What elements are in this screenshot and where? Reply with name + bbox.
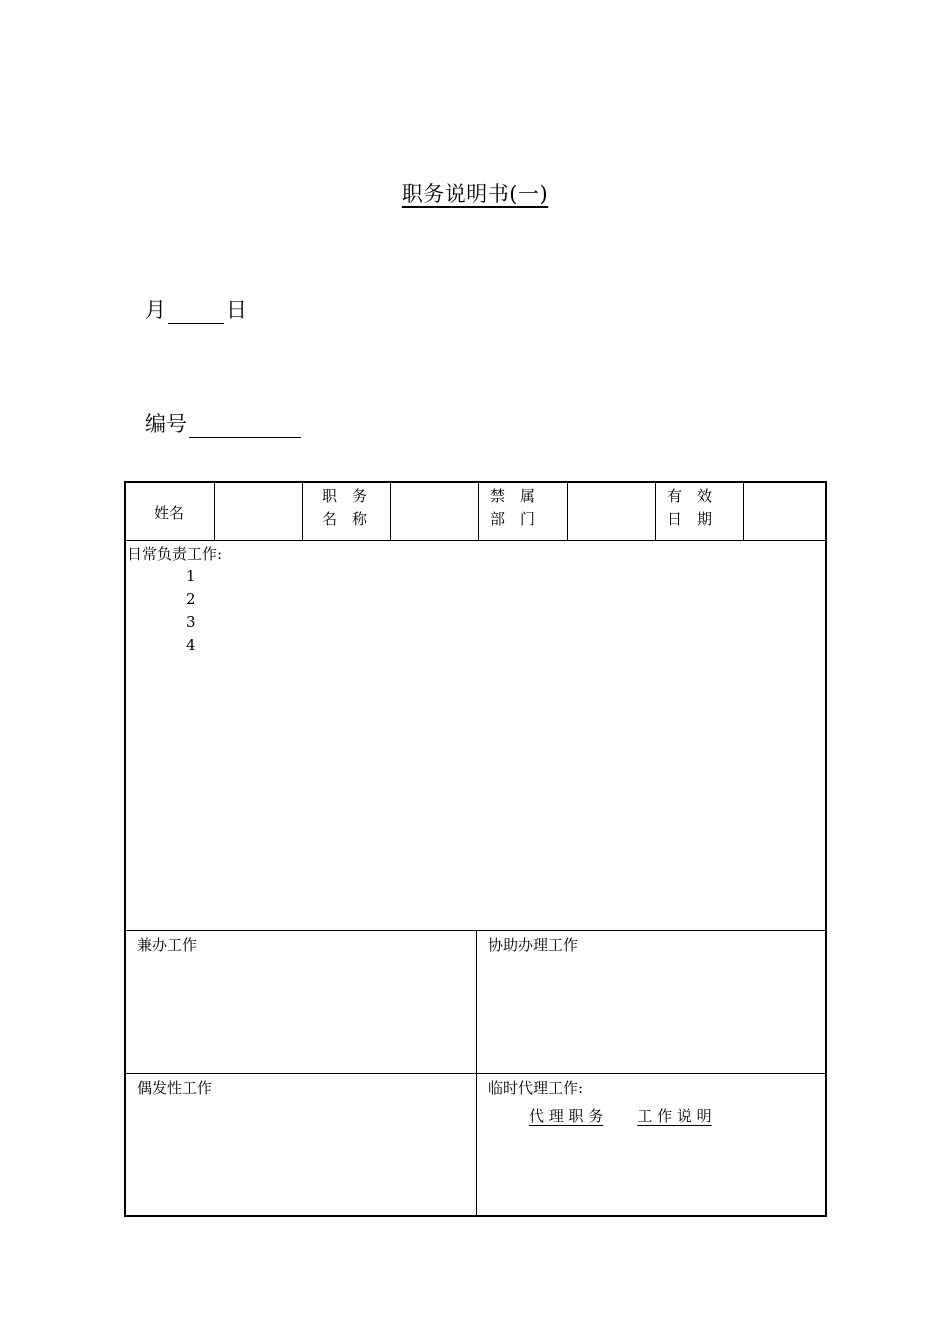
daily-work-item-1: 1 [186,567,196,585]
date-field [145,294,247,324]
daily-work-item-3: 3 [186,613,196,631]
page-title: 职务说明书(一) [401,182,549,206]
daily-work-item-2: 2 [186,590,196,608]
name-value-cell[interactable] [215,483,301,539]
section-col-divider [476,930,477,1217]
number-field [145,408,303,438]
occasional-work-label: 偶发性工作 [137,1079,213,1097]
month-label: 月 [145,298,166,322]
valid-date-value-cell[interactable] [744,483,827,539]
header-col-divider [302,483,303,540]
acting-work-columns [529,1105,712,1126]
header-row-divider [126,540,827,541]
day-label: 日 [226,298,247,322]
header-col-divider [655,483,656,540]
header-col-divider [478,483,479,540]
department-label: 禁 属 部 门 [490,487,536,528]
daily-work-item-4: 4 [186,636,196,654]
position-title-label: 职 务 名 称 [322,487,368,528]
acting-work-label: 临时代理工作: [488,1079,584,1097]
position-value-cell[interactable] [391,483,477,539]
department-value-cell[interactable] [568,483,654,539]
day-blank[interactable] [168,303,224,324]
name-label: 姓名 [154,504,185,522]
work-description-header: 工 作 说 明 [637,1107,712,1125]
number-label: 编号 [145,412,187,436]
number-blank[interactable] [189,417,301,438]
daily-work-label: 日常负责工作: [127,545,223,563]
job-description-form [124,481,827,1217]
assist-work-label: 协助办理工作 [488,936,579,954]
acting-position-header: 代 理 职 务 [529,1107,604,1125]
part-time-work-label: 兼办工作 [137,936,198,954]
valid-date-label: 有 效 日 期 [667,487,713,528]
